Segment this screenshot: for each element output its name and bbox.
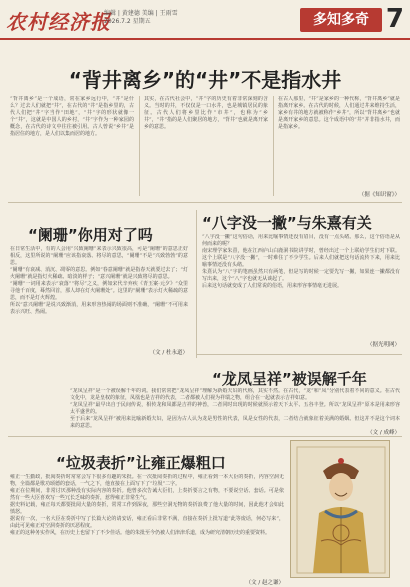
paragraph: “阑珊”一词用来表示“衰落”“将尽”之义，例如宋代辛弃疾《青玉案·元夕》“众里寻他千百度，蓦然回首，那人却在灯火阑珊处”。这里的“阑珊”表示灯火稀疏的意思，而不是灯火辉煌。	[10, 281, 188, 301]
section-divider	[8, 436, 402, 437]
paragraph: 雍正一生勤政，批阅奏折时常常会写下很多有趣的朱批。在一次批阅奏折的过程中，雍正看到一本大臣的奏折，内容空洞无物，全篇都是歌功颂德的套话，一气之下，他直接在上面写下了“垃圾”二字。	[10, 474, 284, 487]
article-body-lajibiaozhe	[10, 474, 284, 578]
paragraph: 在日常生活中，有的人会用“兴致阑珊”来表示兴致很高，可是“阑珊”的意思正好相反，这里所说的“阑珊”应该指衰落、将尽的意思，“阑珊”不是“兴致勃勃”的意思。	[10, 246, 188, 266]
paragraph: “龙凤呈祥”是一个被误解千年的词。我们常常把“龙凤呈祥”理解为新婚夫妇的代称，其实不然。在古代，“龙”和“凤”分别代表着不同的意义。在古代文化中，龙是皇权的象征，凤凰也是吉祥的代表，二者都被人们视为祥瑞之物，组合在一起就表示吉祥如意。	[70, 388, 400, 401]
article-title-bazi: “八字没一撇”与朱熹有关	[202, 214, 372, 232]
paragraph: “龙凤呈祥”最早出自于民间传说，相传龙和凤都是吉祥的神兽，二者同时出现的时候就预示着天下太平、五谷丰登。所以“龙凤呈祥”原本是用来形容太平盛世的。	[70, 402, 400, 415]
paragraph: 据史料记载，雍正每天都要批阅大量的奏折，常常工作到深夜，那些空洞无物的奏折浪费了他大量的时间，因此他才会如此愤怒。	[10, 502, 284, 515]
main-article-column-1: “背井离乡”是一个成语，常在家乡远行中，“井”是什么？过去人们就把“井”，在古代的“井”是指乡里的，古代人们把“井”字当作“田地”，“井”字的形状就像一个“井”，这就是中国人的乡村，“井”字作为一种家园的概念，在古代的诗文中往往被引用。古人曾说“乡井”是指居住的地方，是人们以集而居的地方。	[10, 96, 134, 137]
article-title-longfeng: “龙凤呈祥”被误解千年	[212, 370, 367, 388]
paragraph: 所以“意兴阑珊”是说兴致渐消，用来形容热闹的场面则不准确，“阑珊”不可用来表示兴旺、热闹。	[10, 302, 188, 315]
section-divider	[8, 202, 402, 203]
article-title-lanshan: “阑珊”你用对了吗	[28, 226, 153, 244]
article-byline-lajibiaozhe: （文 / 赵之谦）	[245, 580, 284, 586]
article-body-longfeng	[70, 388, 400, 428]
article-byline-longfeng: （文 / 成峰）	[367, 430, 400, 436]
article-byline-lanshan: （文 / 杜永道）	[149, 350, 188, 356]
paragraph: 后来这句话就变成了人们常说的俗语，用来形容事情毫无进展。	[202, 283, 343, 289]
emperor-portrait-image	[290, 440, 390, 578]
section-tab: 多知多奇	[300, 8, 382, 32]
paragraph: “阑珊”有衰减、消沉、凋零的意思。例如“春意阑珊”就是指春天就要过去了；“灯火阑珊”就是指灯火稀疏、暗淡的样子；“意兴阑珊”就是兴致将尽的意思。	[10, 267, 188, 280]
issue-line-date: 2026.7.2 星期五	[104, 18, 151, 25]
newspaper-logo: 农村经济报	[6, 10, 111, 34]
article-title-lajibiaozhe: “垃圾表折”让雍正爆粗口	[56, 454, 226, 472]
paragraph: 南宋理学家朱熹，他在江西庐山白鹿洞书院讲学时，曾经出过一个上联给学生们对下联。这个上联是“八字没一撇”，一时难住了不少学生。后来人们就把这句话流传下来，用来比喻事情还没有头绪。	[202, 248, 400, 268]
main-article-column-2: 其实，在古代社会中，“井”字的历史有着非常深刻的含义。当时的井，不仅仅是一口水井，也是城镇居民的象征。古代人们将乡里比作“市井”，也称为“乡井”，“井”指的是人们聚居的地方，“背井”也就是离开家乡的意思。	[144, 96, 268, 130]
paragraph: 雍正的这种务实作风，在历史上也留下了不少佳话。他的朱批至今仍被人们津津乐道，成为研究清朝历史的重要资料。	[10, 530, 271, 536]
paragraph: 朱熹认为“八”字的笔画虽然只有两笔，但是写的时候一定要先写一撇，如果连一撇都没有写出来，这个“八”字也就无从谈起了。	[202, 269, 400, 282]
paragraph: 据说有一次，一名大臣在奏折中写了长篇大论的请安话，雍正看后非常不满，直接在奏折上批写道“此等废话，何必写来”，由此可见雍正对空洞奏折的厌恶程度。	[10, 516, 284, 529]
page-number: 7	[385, 4, 404, 34]
issue-info	[104, 10, 178, 26]
main-article-column-3: 在古人那里，“井”是家乡的一种代称，“背井离乡”就是指离开家乡。在古代的时候，人们通过井来维持生活，家乡有井的地方就被称作“乡井”，所以“背井离乡”也就是离开家乡的意思。这个成语中的“井”并非指水井，而是指家乡。	[278, 96, 400, 130]
paragraph: 至于后来“龙凤呈祥”被用来比喻新婚夫妇，是因为古人认为龙是男性的代表，凤是女性的代表，二者结合就象征着美满的婚姻。但这并不是这个词本来的意思。	[70, 416, 400, 428]
article-body-lanshan	[10, 246, 188, 346]
column-divider	[273, 96, 274, 196]
issue-line-editors: 编辑 | 黄建德 美编 | 王雨雪	[104, 10, 178, 17]
main-article-byline: （据《知识窗》）	[358, 192, 400, 198]
masthead	[0, 0, 410, 40]
column-divider	[196, 210, 197, 358]
portrait-illustration	[291, 441, 390, 578]
main-headline: “背井离乡”的“井”不是指水井	[68, 68, 342, 92]
article-byline-bazi: （据光明网）	[366, 342, 400, 348]
paragraph: “八字没一撇”这句俗话，用来比喻事情还没有眉目，没有一点头绪。那么，这个俗语是从何而来的呢？	[202, 234, 400, 247]
section-divider	[196, 354, 402, 355]
article-body-bazi	[202, 234, 400, 338]
column-divider	[139, 96, 140, 196]
paragraph: 雍正在位期间，非常讨厌那种没有实际内容的奏折。他曾多次告诫大臣们，上奏折要言之有物，不要说空话、套话。可是依然有一些大臣喜欢写一些冗长乏味的奏折，惹得雍正非常生气。	[10, 488, 284, 501]
